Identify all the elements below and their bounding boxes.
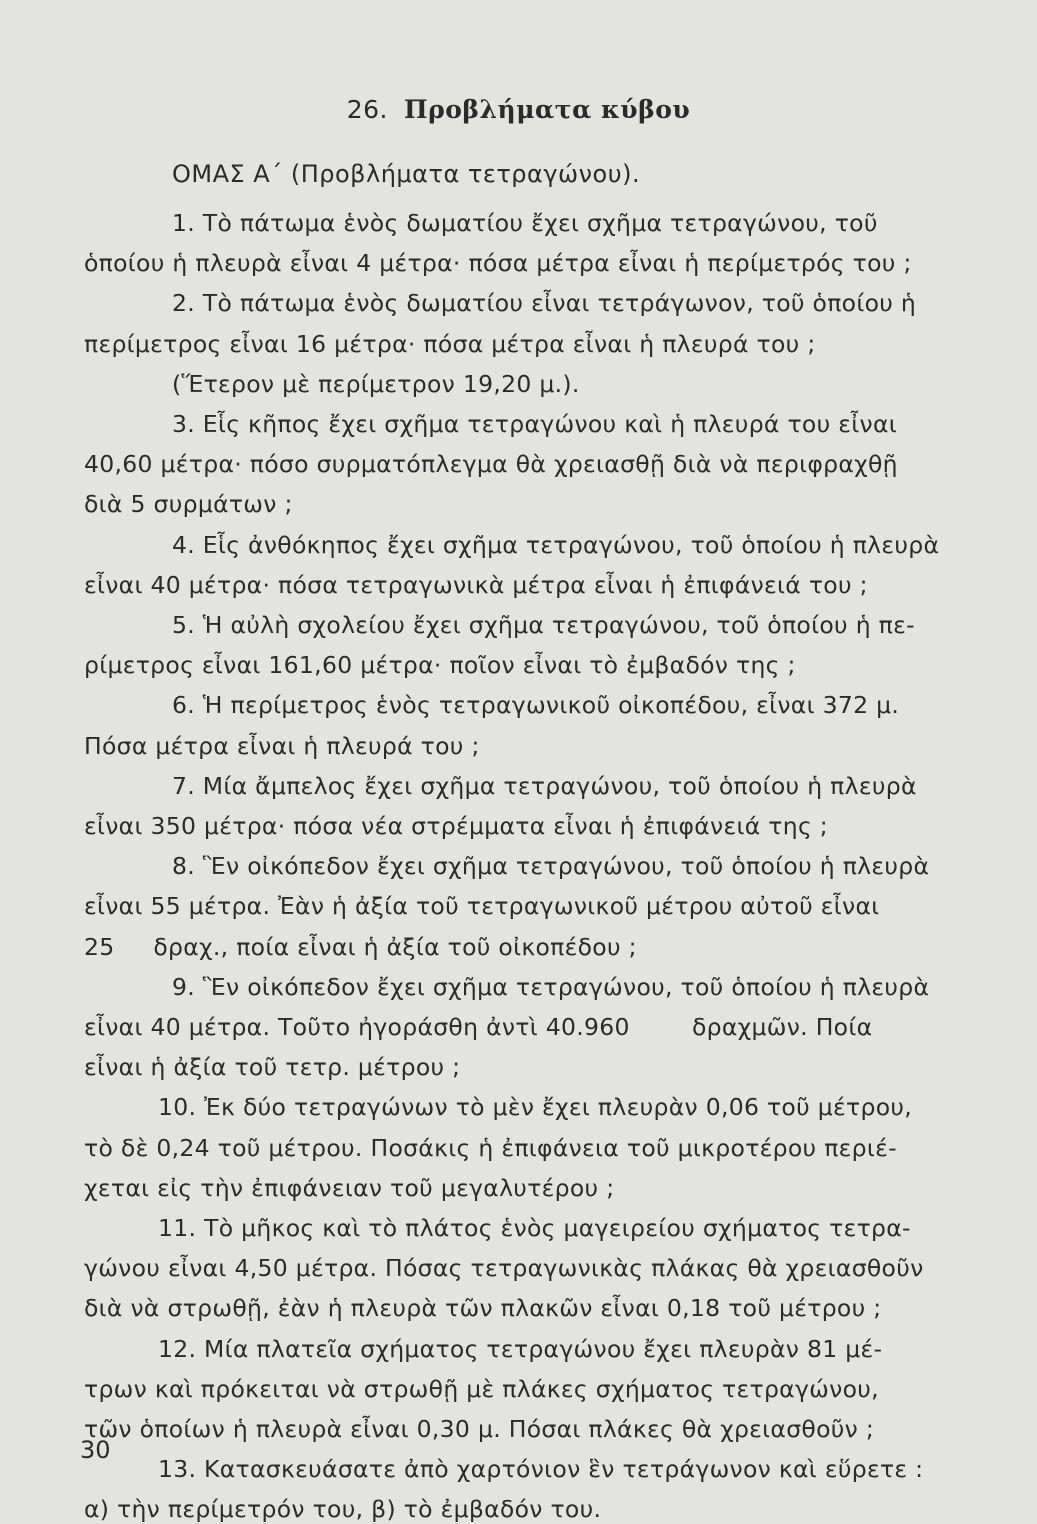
problem-2-line-2: περίμετρος εἶναι 16 μέτρα· πόσα μέτρα εἶναι ἡ πλευρά του ;	[84, 329, 816, 358]
problem-8-line-2: εἶναι 55 μέτρα. Ἐὰν ἡ ἀξία τοῦ τετραγωνικοῦ μέτρου αὐτοῦ εἶναι	[84, 892, 880, 921]
problem-9-line-3: εἶναι ἡ ἀξία τοῦ τετρ. μέτρου ;	[84, 1053, 461, 1082]
problem-13-line-1: 13. Κατασκευάσατε ἀπὸ χαρτόνιον ἓν τετράγωνον καὶ εὕρετε :	[158, 1455, 924, 1484]
problem-12-line-2: τρων καὶ πρόκειται νὰ στρωθῇ μὲ πλάκες σχήματος τετραγώνου,	[84, 1374, 879, 1403]
page-number: 30	[80, 1436, 111, 1464]
problem-7-line-1: 7. Μία ἄμπελος ἔχει σχῆμα τετραγώνου, τοῦ ὁποίου ἡ πλευρὰ	[172, 771, 917, 800]
problem-3-line-3: διὰ 5 συρμάτων ;	[84, 490, 293, 519]
problem-6-line-1: 6. Ἡ περίμετρος ἑνὸς τετραγωνικοῦ οἰκοπέδου, εἶναι 372 μ.	[172, 691, 900, 720]
chapter-number: 26.	[346, 95, 389, 124]
problem-5-line-2: ρίμετρος εἶναι 161,60 μέτρα· ποῖον εἶναι τὸ ἐμβαδόν της ;	[84, 651, 796, 680]
problem-5-line-1: 5. Ἡ αὐλὴ σχολείου ἔχει σχῆμα τετραγώνου, τοῦ ὁποίου ἡ πε-	[172, 611, 915, 639]
problem-3-line-2: 40,60 μέτρα· πόσο συρματόπλεγμα θὰ χρειασθῇ διὰ νὰ περιφραχθῇ	[84, 450, 898, 479]
problem-9-line-2: εἶναι 40 μέτρα. Τοῦτο ἠγοράσθη ἀντὶ 40.960 δραχμῶν. Ποία	[84, 1013, 873, 1041]
problem-4-line-1: 4. Εἷς ἀνθόκηπος ἔχει σχῆμα τετραγώνου, τοῦ ὁποίου ἡ πλευρὰ	[172, 530, 940, 559]
problem-12-line-1: 12. Μία πλατεῖα σχήματος τετραγώνου ἔχει πλευρὰν 81 μέ-	[158, 1334, 883, 1363]
problem-2-line-1: 2. Τὸ πάτωμα ἑνὸς δωματίου εἶναι τετράγωνον, τοῦ ὁποίου ἡ	[172, 289, 917, 318]
problem-4-line-2: εἶναι 40 μέτρα· πόσα τετραγωνικὰ μέτρα εἶναι ἡ ἐπιφάνειά του ;	[84, 570, 868, 599]
problem-12-line-3: τῶν ὁποίων ἡ πλευρὰ εἶναι 0,30 μ. Πόσαι πλάκες θὰ χρειασθοῦν ;	[84, 1415, 875, 1443]
problem-6-line-2: Πόσα μέτρα εἶναι ἡ πλευρά του ;	[84, 731, 480, 760]
group-heading: ΟΜΑΣ Α΄ (Προβλήματα τετραγώνου).	[172, 160, 641, 188]
problem-10-line-1: 10. Ἐκ δύο τετραγώνων τὸ μὲν ἔχει πλευρὰν 0,06 τοῦ μέτρου,	[158, 1093, 913, 1122]
problem-11-line-3: διὰ νὰ στρωθῇ, ἐὰν ἡ πλευρὰ τῶν πλακῶν εἶναι 0,18 τοῦ μέτρου ;	[84, 1294, 882, 1323]
problem-7-line-2: εἶναι 350 μέτρα· πόσα νέα στρέμματα εἶναι ἡ ἐπιφάνειά της ;	[84, 812, 829, 840]
problem-10-line-3: χεται εἰς τὴν ἐπιφάνειαν τοῦ μεγαλυτέρου ;	[84, 1173, 615, 1202]
problem-13-line-2: α) τὴν περίμετρόν του, β) τὸ ἐμβαδόν του.	[84, 1495, 602, 1524]
problem-10-line-2: τὸ δὲ 0,24 τοῦ μέτρου. Ποσάκις ἡ ἐπιφάνεια τοῦ μικροτέρου περιέ-	[84, 1133, 897, 1162]
problem-2-line-3: (Ἕτερον μὲ περίμετρον 19,20 μ.).	[172, 369, 580, 398]
problem-8-line-3: 25 δραχ., ποία εἶναι ἡ ἀξία τοῦ οἰκοπέδου ;	[84, 932, 637, 961]
problem-8-line-1: 8. Ἓν οἰκόπεδον ἔχει σχῆμα τετραγώνου, τοῦ ὁποίου ἡ πλευρὰ	[172, 852, 930, 881]
problem-1-line-2: ὁποίου ἡ πλευρὰ εἶναι 4 μέτρα· πόσα μέτρα εἶναι ἡ περίμετρός του ;	[84, 249, 912, 278]
problem-11-line-1: 11. Τὸ μῆκος καὶ τὸ πλάτος ἑνὸς μαγειρείου σχήματος τετρα-	[158, 1214, 911, 1242]
problem-9-line-1: 9. Ἓν οἰκόπεδον ἔχει σχῆμα τετραγώνου, τοῦ ὁποίου ἡ πλευρὰ	[172, 972, 930, 1001]
chapter-title-text: Προβλήματα κύβου	[404, 95, 691, 124]
chapter-title	[0, 95, 1037, 124]
problem-1-line-1: 1. Τὸ πάτωμα ἑνὸς δωματίου ἔχει σχῆμα τετραγώνου, τοῦ	[172, 209, 878, 237]
problem-11-line-2: γώνου εἶναι 4,50 μέτρα. Πόσας τετραγωνικὰς πλάκας θὰ χρειασθοῦν	[84, 1254, 924, 1283]
problem-3-line-1: 3. Εἷς κῆπος ἔχει σχῆμα τετραγώνου καὶ ἡ πλευρά του εἶναι	[172, 410, 898, 438]
